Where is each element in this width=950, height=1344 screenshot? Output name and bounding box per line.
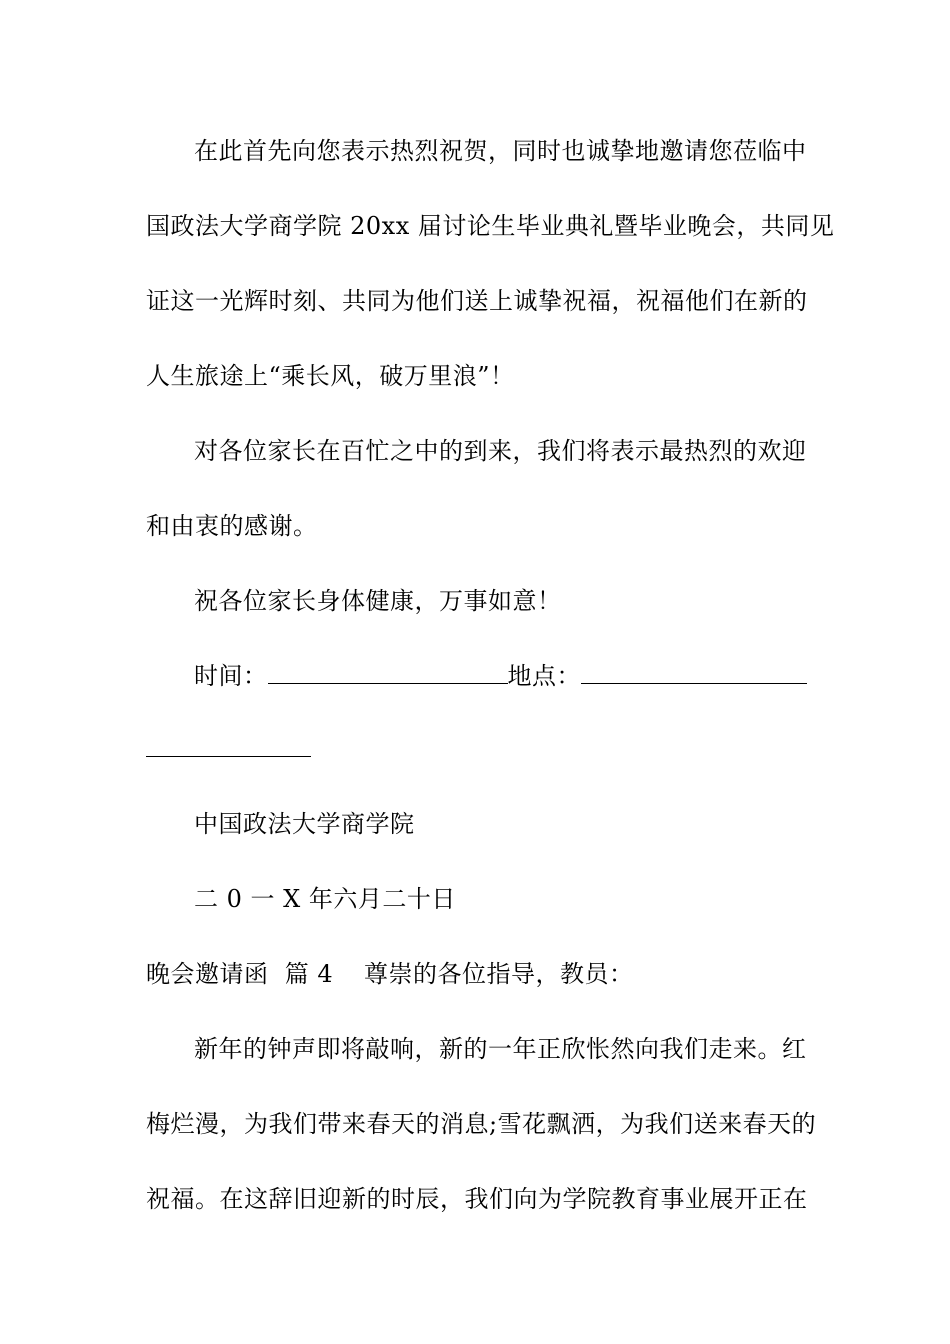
signature-date: 二 0 一 X 年六月二十日 <box>194 885 456 913</box>
place-blank <box>581 661 807 684</box>
paragraph-1-line-3: 证这一光辉时刻、共同为他们送上诚挚祝福，祝福他们在新的 <box>146 287 808 315</box>
time-label: 时间： <box>194 662 268 690</box>
time-blank <box>268 661 508 684</box>
paragraph-4-line-3: 祝福。在这辞旧迎新的时辰，我们向为学院教育事业展开正在 <box>146 1185 808 1213</box>
paragraph-1-line-2: 国政法大学商学院 20xx 届讨论生毕业典礼暨毕业晚会，共同见 <box>146 212 835 240</box>
time-place-line <box>194 660 807 692</box>
place-blank-continuation <box>146 756 311 757</box>
paragraph-2-line-1: 对各位家长在百忙之中的到来，我们将表示最热烈的欢迎 <box>194 437 807 465</box>
paragraph-2-line-2: 和由衷的感谢。 <box>146 512 318 540</box>
paragraph-1-line-1: 在此首先向您表示热烈祝贺，同时也诚挚地邀请您莅临中 <box>194 137 807 165</box>
paragraph-1-line-4: 人生旅途上“乘长风，破万里浪”！ <box>146 362 515 390</box>
signature-organization: 中国政法大学商学院 <box>194 810 415 838</box>
place-label: 地点： <box>507 662 581 690</box>
paragraph-4-line-1: 新年的钟声即将敲响，新的一年正欣怅然向我们走来。红 <box>194 1035 807 1063</box>
section-heading: 晚会邀请函 篇 4 <box>146 960 334 988</box>
paragraph-3: 祝各位家长身体健康，万事如意！ <box>194 587 562 615</box>
salutation: 尊崇的各位指导，教员： <box>364 960 634 988</box>
paragraph-4-line-2: 梅烂漫，为我们带来春天的消息;雪花飘洒，为我们送来春天的 <box>146 1110 817 1138</box>
